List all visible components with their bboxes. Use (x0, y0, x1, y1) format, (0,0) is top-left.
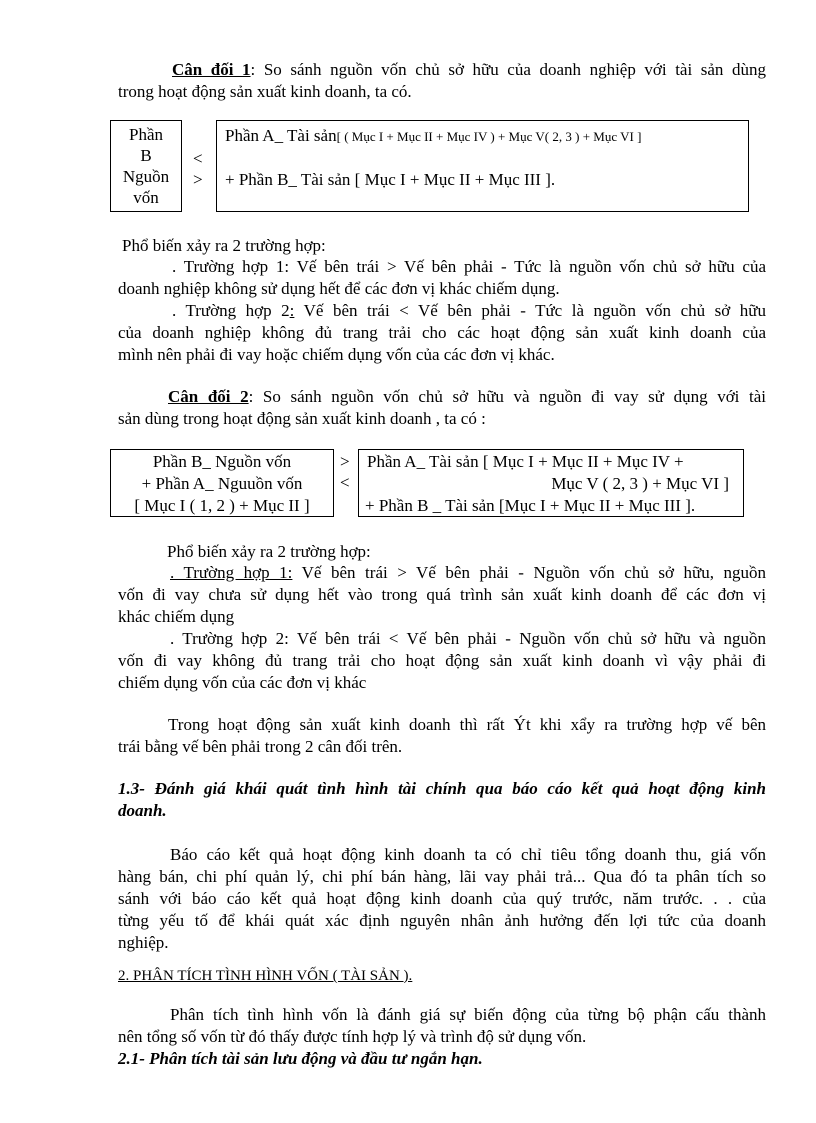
cases1-case2-l1 (118, 301, 766, 321)
c1-line1-text: : So sánh nguồn vốn chủ sở hữu của doanh nghiệp với tài sản dùng (250, 60, 766, 79)
cases1-case2-l3: mình nên phải đi vay hoặc chiếm dụng vốn của các đơn vị khác. (118, 345, 555, 364)
c2-sign-gt: > (340, 452, 350, 471)
cases1-case1-l2: doanh nghiệp không sử dụng hết để các đơn vị khác chiếm dụng. (118, 279, 560, 298)
c1-sign-lt: < (193, 149, 203, 168)
s13-p-l2: hàng bán, chi phí quản lý, chi phí bán hàng, lãi vay phải trả... Qua đó ta phân tích so (118, 867, 766, 886)
rare-l2: trái bằng vế bên phải trong 2 cân đối trên. (118, 737, 403, 756)
c1-left-l2: B (140, 146, 152, 165)
cases1-case2-l1-rest: Vế bên trái < Vế bên phải - Tức là nguồn vốn chủ sở hữu (294, 301, 766, 320)
c1-line2: trong hoạt động sản xuất kinh doanh, ta có. (118, 82, 412, 101)
s13-heading-l2: doanh. (118, 801, 167, 820)
cases2-case1-label: . Trường hợp 1: (170, 563, 293, 582)
cases2-case2-l3: chiếm dụng vốn của các đơn vị khác (118, 673, 367, 692)
c2-sign-lt: < (340, 473, 350, 492)
s13-heading-l1: 1.3- Đánh giá khái quát tình hình tài chính qua báo cáo kết quả hoạt động kinh (118, 779, 766, 798)
c1-left-box (110, 120, 182, 212)
c2-right-l2: Mục V ( 2, 3 ) + Mục VI ] (551, 474, 729, 493)
cases1-case2-colon: : (289, 301, 295, 320)
c1-label: Cân đối 1 (172, 60, 251, 79)
cases1-case2-prefix: . Trường hợp 2 (172, 301, 290, 320)
c1-left-l4: vốn (133, 188, 159, 207)
cases2-case1-l1 (118, 563, 766, 583)
c1-left-l3: Nguồn (122, 167, 170, 186)
cases1-case1-l1: . Trường hợp 1: Vế bên trái > Vế bên phải - Tức là nguồn vốn chủ sở hữu của (172, 257, 766, 276)
cases2-case1-l3: khác chiếm dụng (118, 607, 235, 626)
c1-line1 (118, 60, 766, 80)
s2-heading: 2. PHÂN TÍCH TÌNH HÌNH VỐN ( TÀI SẢN ). (118, 968, 413, 984)
s13-p-l3: sánh với báo cáo kết quả hoạt động kinh doanh của quý trước, năm trước. . . của (118, 889, 766, 908)
c2-right-l3: + Phần B _ Tài sản [Mục I + Mục II + Mục III ]. (365, 496, 696, 515)
s13-p-l1: Báo cáo kết quả hoạt động kinh doanh ta có chỉ tiêu tổng doanh thu, giá vốn (170, 845, 766, 864)
c1-right-a-label: Phần A_ Tài sản (225, 126, 337, 145)
s2-p-l1: Phân tích tình hình vốn là đánh giá sự biến động của từng bộ phận cấu thành (170, 1005, 766, 1024)
c1-left-l1: Phần (129, 125, 163, 144)
c1-sign-gt: > (193, 170, 203, 189)
cases2-case2-l1: . Trường hợp 2: Vế bên trái < Vế bên phải - Nguồn vốn chủ sở hữu và nguồn (170, 629, 766, 648)
c2-left-box (110, 449, 334, 517)
cases1-intro: Phổ biến xảy ra 2 trường hợp: (122, 236, 326, 255)
c2-right-box (358, 449, 744, 517)
cases2-case1-l1-rest: Vế bên trái > Vế bên phải - Nguồn vốn chủ sở hữu, nguồn (292, 563, 767, 582)
cases2-intro: Phổ biến xảy ra 2 trường hợp: (167, 542, 371, 561)
s2-p-l2: nên tổng số vốn từ đó thấy được tính hợp lý và trình độ sử dụng vốn. (118, 1027, 587, 1046)
c1-right-a (225, 126, 641, 147)
c2-line1 (118, 387, 766, 407)
c2-line2: sản dùng trong hoạt động sản xuất kinh doanh , ta có : (118, 409, 486, 428)
c2-label: Cân đối 2 (168, 387, 249, 406)
s13-p-l4: từng yếu tố để khái quát xác định nguyên nhân ảnh hưởng đến lợi tức của doanh (118, 911, 766, 930)
c1-right-box (216, 120, 749, 212)
c2-right-l1: Phần A_ Tài sản [ Mục I + Mục II + Mục IV + (367, 452, 684, 471)
s13-p-l5: nghiệp. (118, 933, 169, 952)
rare-l1: Trong hoạt động sản xuất kinh doanh thì rất Ýt khi xẩy ra trường hợp vế bên (168, 715, 766, 734)
c2-left-l2: + Phần A_ Nguuồn vốn (141, 474, 303, 493)
c2-line1-text: : So sánh nguồn vốn chủ sở hữu và nguồn đi vay sử dụng với tài (248, 387, 766, 406)
c1-right-b: + Phần B_ Tài sản [ Mục I + Mục II + Mục III ]. (225, 170, 556, 189)
c2-left-l3: [ Mục I ( 1, 2 ) + Mục II ] (134, 496, 310, 515)
cases1-case2-l2: của doanh nghiệp không đủ trang trải cho các hoạt động sản xuất kinh doanh của (118, 323, 766, 342)
s2-sub: 2.1- Phân tích tài sản lưu động và đầu tư ngắn hạn. (118, 1049, 483, 1068)
cases2-case2-l2: vốn đi vay không đủ trang trải cho hoạt động sản xuất kinh doanh vì vậy phải đi (118, 651, 766, 670)
c1-right-a-detail: [ ( Mục I + Mục II + Mục IV ) + Mục V( 2, 3 ) + Mục VI ] (336, 129, 642, 144)
cases2-case1-l2: vốn đi vay chưa sử dụng hết vào trong quá trình sản xuất kinh doanh để các đơn vị (118, 585, 766, 604)
c2-left-l1: Phần B_ Nguồn vốn (152, 452, 292, 471)
